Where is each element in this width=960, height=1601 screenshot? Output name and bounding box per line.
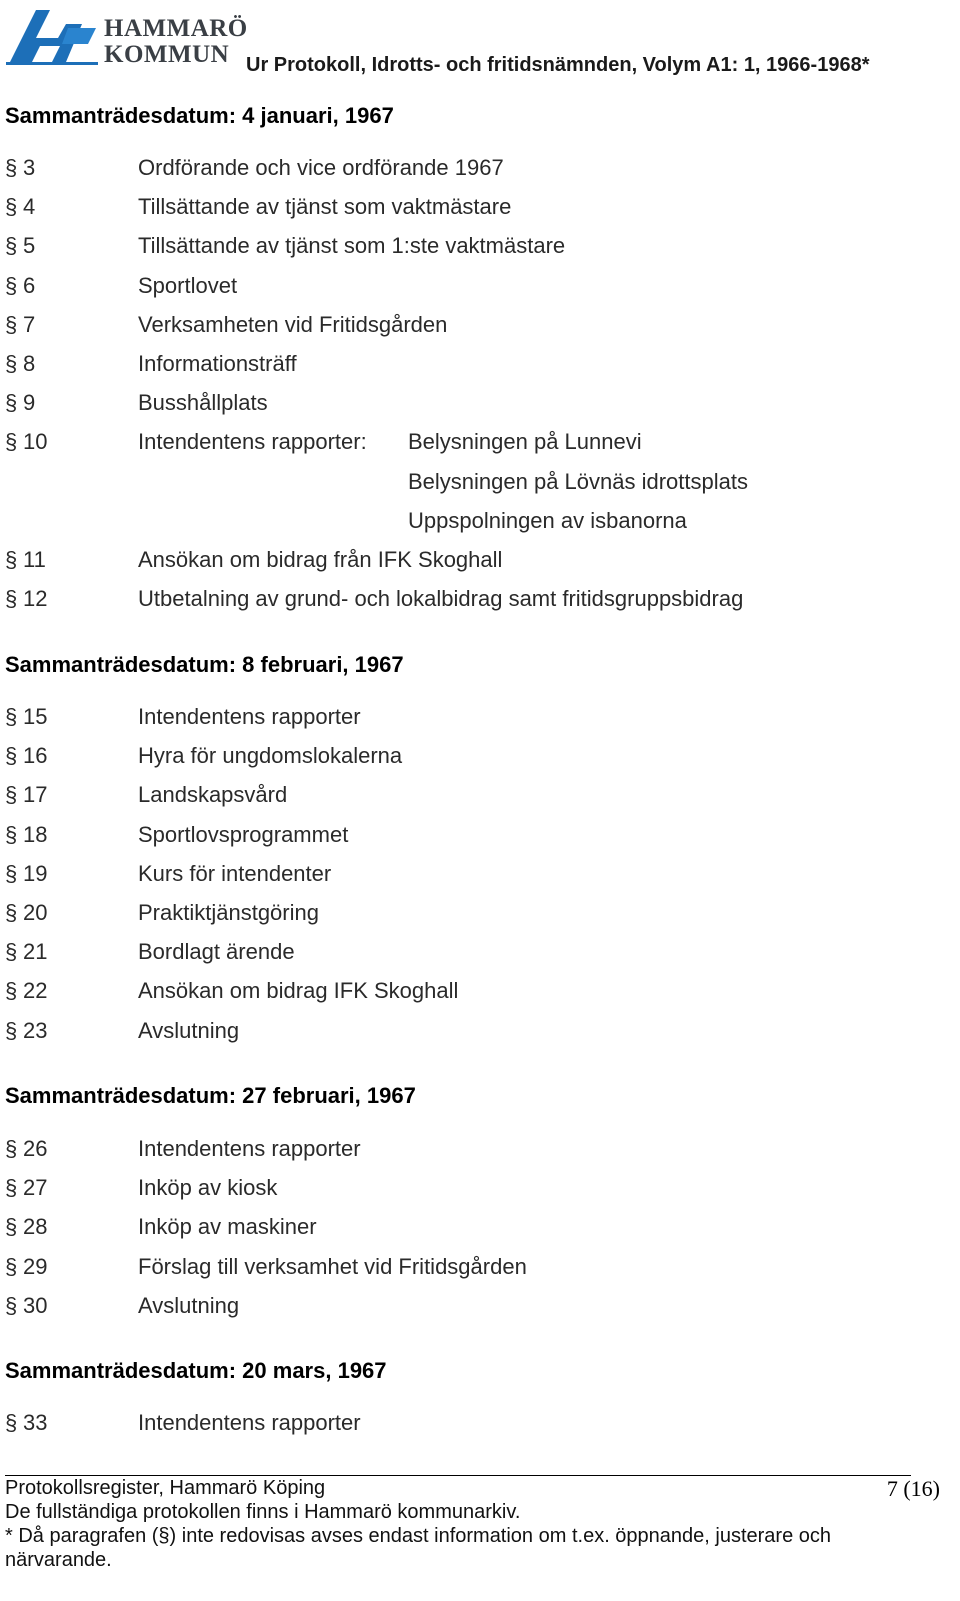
paragraph-title: Tillsättande av tjänst som 1:ste vaktmästare <box>138 233 566 258</box>
section-sign-icon: § <box>5 900 18 925</box>
paragraph-row <box>5 900 960 932</box>
section-sign-icon: § <box>5 1214 18 1239</box>
section-sign-icon: § <box>5 390 18 415</box>
paragraph-number <box>5 1293 47 1319</box>
paragraph-number-value: 17 <box>23 782 48 807</box>
hammaro-emblem-icon <box>6 4 101 70</box>
section-sign-icon: § <box>5 586 18 611</box>
paragraph-number-value: 7 <box>23 312 36 337</box>
section-sign-icon: § <box>5 155 18 180</box>
section-sign-icon: § <box>5 822 18 847</box>
paragraph-title: Informationsträff <box>138 351 297 376</box>
paragraph-row <box>5 273 960 305</box>
paragraph-title: Bordlagt ärende <box>138 939 295 964</box>
section-sign-icon: § <box>5 273 18 298</box>
paragraph-number-value: 11 <box>23 547 46 572</box>
paragraph-title: Verksamheten vid Fritidsgården <box>138 312 448 337</box>
paragraph-row <box>5 782 960 814</box>
paragraph-subrow <box>5 469 960 501</box>
paragraph-number-value: 26 <box>23 1136 48 1161</box>
paragraph-title: Tillsättande av tjänst som vaktmästare <box>138 194 512 219</box>
paragraph-title: Utbetalning av grund- och lokalbidrag samt fritidsgruppsbidrag <box>138 586 744 611</box>
paragraph-row <box>5 194 960 226</box>
paragraph-number <box>5 547 46 573</box>
paragraph-title: Ansökan om bidrag IFK Skoghall <box>138 978 459 1003</box>
meeting-date-heading: Sammanträdesdatum: 8 februari, 1967 <box>5 652 404 677</box>
section-sign-icon: § <box>5 429 18 454</box>
paragraph-number-value: 10 <box>23 429 48 454</box>
paragraph-row <box>5 312 960 344</box>
paragraph-number <box>5 978 47 1004</box>
paragraph-number-value: 21 <box>23 939 48 964</box>
section-sign-icon: § <box>5 1410 18 1435</box>
footer-asterisk-note: * Då paragrafen (§) inte redovisas avses endast information om t.ex. öppnande, justerare och <box>5 1525 832 1547</box>
section-sign-icon: § <box>5 743 18 768</box>
paragraph-title: Busshållplats <box>138 390 268 415</box>
document-title: Ur Protokoll, Idrotts- och fritidsnämnden, Volym A1: 1, 1966-1968* <box>246 54 870 76</box>
paragraph-number-value: 23 <box>23 1018 48 1043</box>
paragraph-title: Förslag till verksamhet vid Fritidsgården <box>138 1254 527 1279</box>
paragraph-title: Avslutning <box>138 1018 240 1043</box>
paragraph-title: Inköp av kiosk <box>138 1175 278 1200</box>
paragraph-row <box>5 155 960 187</box>
paragraph-row <box>5 1136 960 1168</box>
paragraph-row <box>5 704 960 736</box>
paragraph-row <box>5 1254 960 1286</box>
paragraph-number-value: 16 <box>23 743 48 768</box>
logo-line-1: HAMMARÖ <box>104 15 248 42</box>
paragraph-row <box>5 233 960 265</box>
paragraph-number-value: 20 <box>23 900 48 925</box>
meeting-date-heading: Sammanträdesdatum: 20 mars, 1967 <box>5 1358 387 1383</box>
paragraph-title: Kurs för intendenter <box>138 861 332 886</box>
section-sign-icon: § <box>5 547 18 572</box>
footer-archive-note: De fullständiga protokollen finns i Hammarö kommunarkiv. <box>5 1501 521 1523</box>
paragraph-number <box>5 273 35 299</box>
paragraph-number <box>5 233 35 259</box>
paragraph-number <box>5 194 35 220</box>
section-sign-icon: § <box>5 312 18 337</box>
paragraph-number <box>5 861 47 887</box>
paragraph-number <box>5 822 47 848</box>
paragraph-row <box>5 1214 960 1246</box>
section-sign-icon: § <box>5 351 18 376</box>
paragraph-number <box>5 351 35 377</box>
paragraph-number-value: 6 <box>23 273 36 298</box>
paragraph-number <box>5 1136 47 1162</box>
paragraph-number <box>5 782 47 808</box>
paragraph-title: Intendentens rapporter: <box>138 429 367 454</box>
paragraph-number <box>5 390 35 416</box>
paragraph-number-value: 29 <box>23 1254 48 1279</box>
paragraph-number <box>5 939 47 965</box>
paragraph-subitem: Uppspolningen av isbanorna <box>408 508 687 533</box>
paragraph-row <box>5 1175 960 1207</box>
paragraph-number <box>5 704 47 730</box>
paragraph-title: Hyra för ungdomslokalerna <box>138 743 403 768</box>
section-sign-icon: § <box>5 1175 18 1200</box>
paragraph-row <box>5 390 960 422</box>
section-sign-icon: § <box>5 939 18 964</box>
section-sign-icon: § <box>5 1136 18 1161</box>
paragraph-number-value: 33 <box>23 1410 48 1435</box>
paragraph-row <box>5 586 960 618</box>
section-sign-icon: § <box>5 1018 18 1043</box>
paragraph-title: Sportlovsprogrammet <box>138 822 349 847</box>
paragraph-number-value: 9 <box>23 390 36 415</box>
paragraph-number <box>5 1018 47 1044</box>
paragraph-number-value: 28 <box>23 1214 48 1239</box>
paragraph-number <box>5 1175 47 1201</box>
footer-register-name: Protokollsregister, Hammarö Köping <box>5 1477 326 1499</box>
section-sign-icon: § <box>5 978 18 1003</box>
paragraph-row <box>5 1018 960 1050</box>
section-sign-icon: § <box>5 704 18 729</box>
hammaro-kommun-logo <box>6 4 248 70</box>
paragraph-title: Intendentens rapporter <box>138 704 361 729</box>
section-sign-icon: § <box>5 782 18 807</box>
paragraph-number <box>5 155 35 181</box>
paragraph-row <box>5 429 960 461</box>
paragraph-subitem: Belysningen på Lövnäs idrottsplats <box>408 469 748 494</box>
paragraph-number-value: 18 <box>23 822 48 847</box>
paragraph-number <box>5 586 47 612</box>
paragraph-row <box>5 743 960 775</box>
paragraph-subitem: Belysningen på Lunnevi <box>408 429 642 454</box>
paragraph-row <box>5 547 960 579</box>
paragraph-title: Ansökan om bidrag från IFK Skoghall <box>138 547 503 572</box>
paragraph-number-value: 27 <box>23 1175 48 1200</box>
page-number: 7 (16) <box>886 1476 940 1501</box>
paragraph-title: Praktiktjänstgöring <box>138 900 319 925</box>
section-sign-icon: § <box>5 1293 18 1318</box>
paragraph-number <box>5 1214 47 1240</box>
paragraph-row <box>5 1293 960 1325</box>
paragraph-number-value: 12 <box>23 586 48 611</box>
paragraph-number <box>5 429 47 455</box>
paragraph-title: Sportlovet <box>138 273 238 298</box>
meeting-date-heading: Sammanträdesdatum: 27 februari, 1967 <box>5 1083 416 1108</box>
section-sign-icon: § <box>5 861 18 886</box>
paragraph-row <box>5 978 960 1010</box>
section-sign-icon: § <box>5 194 18 219</box>
logo-line-2: KOMMUN <box>104 41 230 68</box>
paragraph-number <box>5 1254 47 1280</box>
paragraph-number <box>5 312 35 338</box>
paragraph-number-value: 19 <box>23 861 48 886</box>
paragraph-number <box>5 1410 47 1436</box>
paragraph-row <box>5 939 960 971</box>
paragraph-number-value: 4 <box>23 194 36 219</box>
paragraph-row <box>5 351 960 383</box>
section-sign-icon: § <box>5 1254 18 1279</box>
footer-divider <box>5 1475 911 1476</box>
paragraph-title: Intendentens rapporter <box>138 1410 361 1435</box>
paragraph-row <box>5 822 960 854</box>
paragraph-number-value: 5 <box>23 233 36 258</box>
paragraph-number <box>5 743 47 769</box>
paragraph-number-value: 22 <box>23 978 48 1003</box>
paragraph-title: Intendentens rapporter <box>138 1136 361 1161</box>
paragraph-number-value: 3 <box>23 155 36 180</box>
paragraph-number-value: 30 <box>23 1293 48 1318</box>
paragraph-row <box>5 861 960 893</box>
paragraph-number-value: 8 <box>23 351 36 376</box>
paragraph-number-value: 15 <box>23 704 48 729</box>
paragraph-row <box>5 1410 960 1442</box>
footer-asterisk-note-cont: närvarande. <box>5 1549 112 1571</box>
meeting-date-heading: Sammanträdesdatum: 4 januari, 1967 <box>5 103 394 128</box>
section-sign-icon: § <box>5 233 18 258</box>
paragraph-number <box>5 900 47 926</box>
paragraph-subrow <box>5 508 960 540</box>
paragraph-title: Inköp av maskiner <box>138 1214 317 1239</box>
paragraph-title: Avslutning <box>138 1293 240 1318</box>
paragraph-title: Landskapsvård <box>138 782 288 807</box>
paragraph-title: Ordförande och vice ordförande 1967 <box>138 155 504 180</box>
